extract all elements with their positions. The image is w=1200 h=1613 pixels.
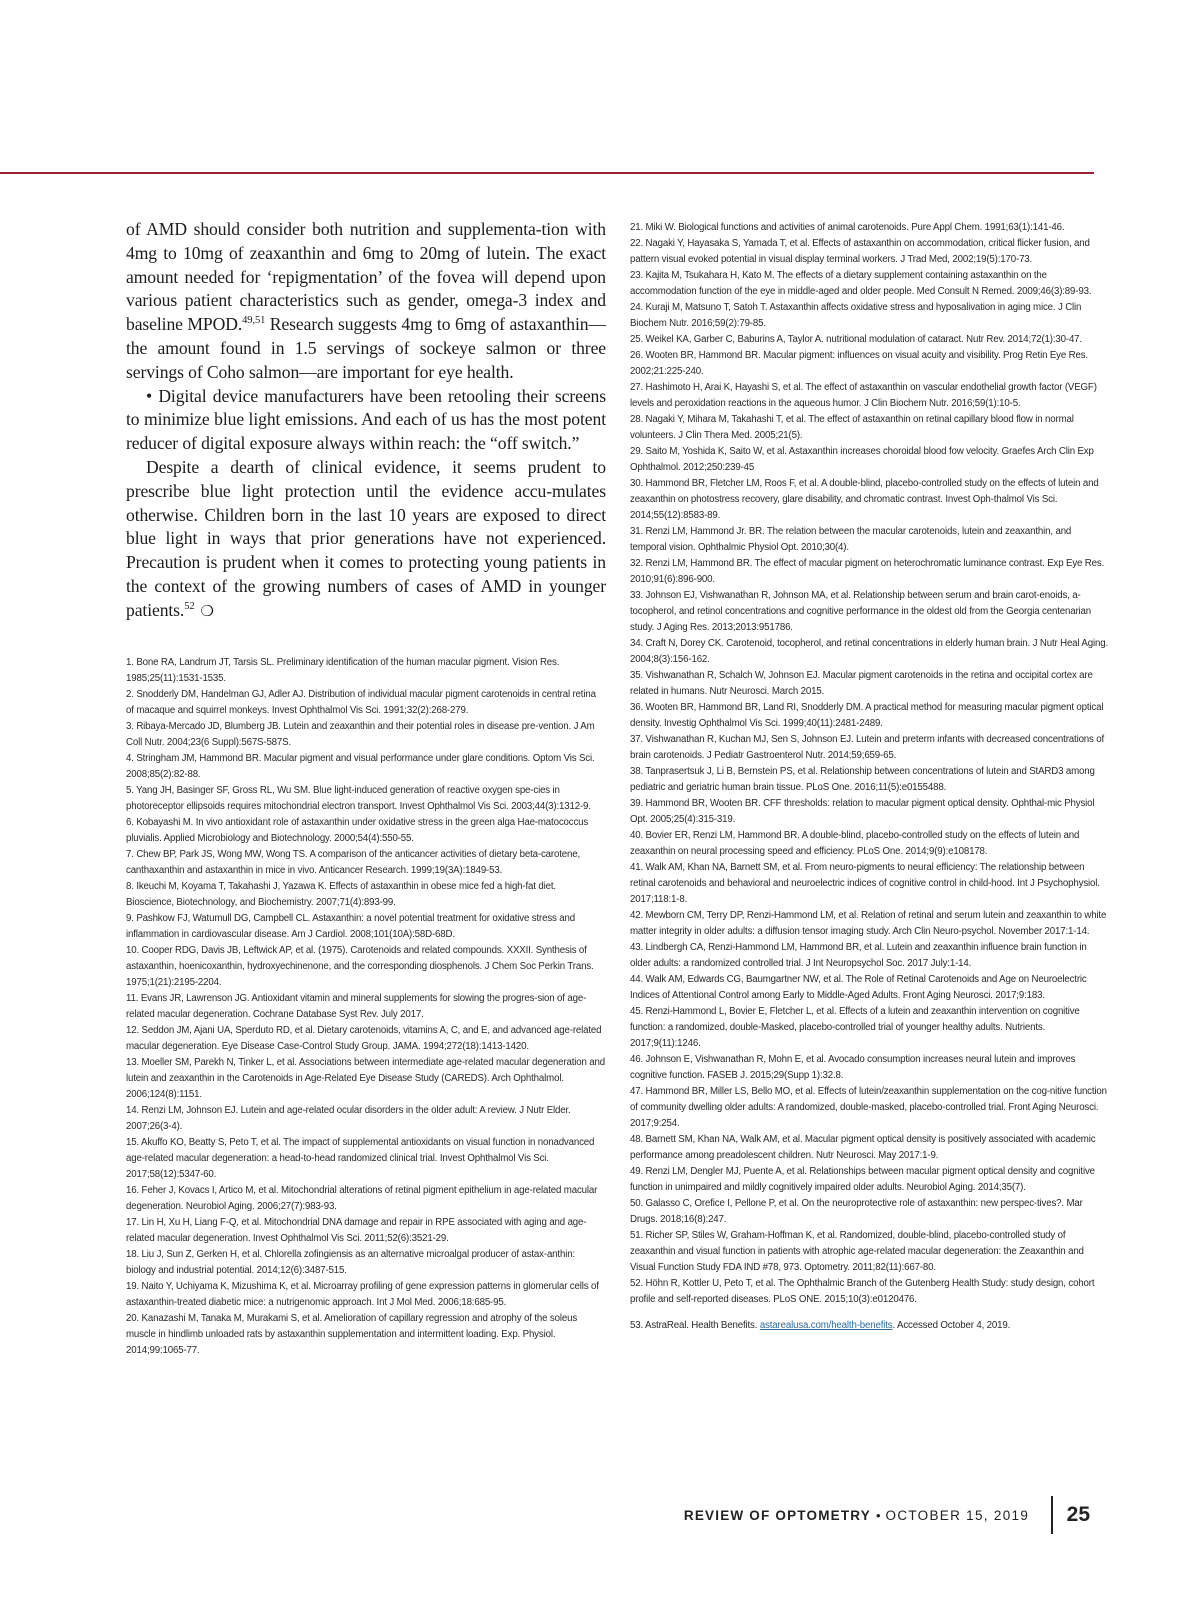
reference-item [630,1318,1108,1334]
reference-item: 12. Seddon JM, Ajani UA, Sperduto RD, et al. Dietary carotenoids, vitamins A, C, and E, and advanced age-related macular degeneration. Eye Disease Case-Control Study Group. JAMA. 1994;272(18):1413-1420. [126,1024,602,1052]
reference-item: 23. Kajita M, Tsukahara H, Kato M. The effects of a dietary supplement containing astaxanthin on the accommodation function of the eye in middle-aged and older people. Med Consult N Remed. 2009;46(3):89-93. [630,270,1092,297]
reference-item: 7. Chew BP, Park JS, Wong MW, Wong TS. A comparison of the anticancer activities of dietary beta-carotene, canthaxanthin and astaxanthin in mice in vivo. Anticancer Research. 1999;19(3A):1849-53. [126,848,580,876]
paragraph-text: Research suggests 4mg to 6mg of astaxanthin—the amount found in 1.5 servings of sockeye salmon or three servings of Coho salmon—are important for eye health. [126,314,606,382]
references-list-right [630,220,1108,1308]
reference-item: 30. Hammond BR, Fletcher LM, Roos F, et al. A double-blind, placebo-controlled study on the effects of lutein and zeaxanthin on photostress recovery, glare disability, and chromatic contrast. Invest Oph-thalmol Vis Sci. 2014;55(12):8583-89. [630,478,1099,521]
reference-item: 5. Yang JH, Basinger SF, Gross RL, Wu SM. Blue light-induced generation of reactive oxygen spe-cies in photoreceptor ellipsoids requires mitochondrial electron transport. Invest Ophthalmol Vis Sci. 2003;44(3):1312-9. [126,784,591,812]
reference-item: 8. Ikeuchi M, Koyama T, Takahashi J, Yazawa K. Effects of astaxanthin in obese mice fed a high-fat diet. Bioscience, Biotechnology, and Biochemistry. 2007;71(4):893-99. [126,880,556,908]
page-footer [684,1500,1090,1530]
reference-item: 6. Kobayashi M. In vivo antioxidant role of astaxanthin under oxidative stress in the green alga Hae-matococcus pluvialis. Applied Microbiology and Biotechnology. 2000;54(4):550-55. [126,816,589,844]
paragraph-text: Despite a dearth of clinical evidence, it seems prudent to prescribe blue light protection until the evidence accu-mulates otherwise. Children born in the last 10 years are exposed to direct blue light in ways that prior generations have not experienced. Precaution is prudent when it comes to protecting young patients in the context of the growing numbers of cases of AMD in younger patients. [126,456,606,620]
reference-item: 29. Saito M, Yoshida K, Saito W, et al. Astaxanthin increases choroidal blood fow velocity. Graefes Arch Clin Exp Ophthalmol. 2012;250:239-45 [630,446,1094,473]
reference-item: 17. Lin H, Xu H, Liang F-Q, et al. Mitochondrial DNA damage and repair in RPE associated with aging and age-related macular degeneration. Invest Ophthalmol Vis Sci. 2011;52(6):3521-29. [126,1216,587,1244]
reference-item: 26. Wooten BR, Hammond BR. Macular pigment: influences on visual acuity and visibility. Prog Retin Eye Res. 2002;21:225-240. [630,350,1088,377]
reference-item: 52. Höhn R, Kottler U, Peto T, et al. The Ophthalmic Branch of the Gutenberg Health Study: study design, cohort profile and self-reported diseases. PLoS ONE. 2015;10(3):e0120476. [630,1278,1095,1305]
reference-item: 39. Hammond BR, Wooten BR. CFF thresholds: relation to macular pigment optical density. Ophthal-mic Physiol Opt. 2005;25(4):315-319. [630,798,1095,825]
reference-item: 9. Pashkow FJ, Watumull DG, Campbell CL. Astaxanthin: a novel potential treatment for oxidative stress and inflammation in cardiovascular disease. Am J Cardiol. 2008;101(10A):58D-68D. [126,912,575,940]
reference-item: 22. Nagaki Y, Hayasaka S, Yamada T, et al. Effects of astaxanthin on accommodation, critical flicker fusion, and pattern visual evoked potential in visual display terminal workers. J Trad Med, 2002;19(5):170-73. [630,238,1090,265]
reference-item: 47. Hammond BR, Miller LS, Bello MO, et al. Effects of lutein/zeaxanthin supplementation on the cog-nitive function of community dwelling older adults: A randomized, double-masked, placebo-controlled trial. Front Aging Neurosci. 2017;9:254. [630,1086,1107,1129]
bullet-separator: • [875,1507,881,1523]
reference-item: 13. Moeller SM, Parekh N, Tinker L, et al. Associations between intermediate age-related macular degeneration and lutein and zeaxanthin in the Carotenoids in Age-Related Eye Disease Study (CAREDS). Arch Ophthalmol. 2006;124(8):1151. [126,1056,605,1100]
reference-item: 48. Barnett SM, Khan NA, Walk AM, et al. Macular pigment optical density is positively associated with academic performance among preadolescent children. Nutr Neurosci. May 2017:1-9. [630,1134,1096,1161]
reference-item: 36. Wooten BR, Hammond BR, Land RI, Snodderly DM. A practical method for measuring macular pigment optical density. Investig Ophthalmol Vis Sci. 1999;40(11):2481-2489. [630,702,1104,729]
reference-item: 1. Bone RA, Landrum JT, Tarsis SL. Preliminary identification of the human macular pigment. Vision Res. 1985;25(11):1531-1535. [126,656,560,684]
end-mark-icon: ❍ [200,603,214,620]
reference-item: 2. Snodderly DM, Handelman GJ, Adler AJ. Distribution of individual macular pigment carotenoids in central retina of macaque and squirrel monkeys. Invest Ophthalmol Vis Sci. 1991;32(2):268-279. [126,688,596,716]
left-column [126,218,606,1359]
reference-item: 18. Liu J, Sun Z, Gerken H, et al. Chlorella zofingiensis as an alternative microalgal producer of astax-anthin: biology and industrial potential. 2014;12(6):3487-515. [126,1248,575,1276]
reference-link[interactable]: astarealusa.com/health-benefits [759,1319,893,1331]
journal-name: REVIEW OF OPTOMETRY [683,1507,871,1523]
reference-item: 4. Stringham JM, Hammond BR. Macular pigment and visual performance under glare conditions. Optom Vis Sci. 2008;85(2):82-88. [126,752,595,780]
paragraph-text: of AMD should consider both nutrition and supplementa-tion with 4mg to 10mg of zeaxanthin and 6mg to 20mg of lutein. The exact amount needed for ‘repigmentation’ of the fovea will depend upon various patient characteristics such as gender, omega-3 index and baseline MPOD. [126,219,606,335]
reference-item: 46. Johnson E, Vishwanathan R, Mohn E, et al. Avocado consumption increases neural lutein and improves cognitive function. FASEB J. 2015;29(Supp 1):32.8. [630,1054,1076,1081]
reference-item: 25. Weikel KA, Garber C, Baburins A, Taylor A. nutritional modulation of cataract. Nutr Rev. 2014;72(1):30-47. [630,334,1082,345]
reference-item: 38. Tanprasertsuk J, Li B, Bernstein PS, et al. Relationship between concentrations of lutein and StARD3 among pediatric and geriatric human brain tissue. PLoS One. 2016;11(5):e0155488. [630,766,1095,793]
footer-divider [1051,1496,1053,1534]
body-paragraph-2: • Digital device manufacturers have been retooling their screens to minimize blue light emissions. And each of us has the most potent reducer of digital exposure always within reach: the “off switch.” [126,385,606,454]
reference-item: 41. Walk AM, Khan NA, Barnett SM, et al. From neuro-pigments to neural efficiency: The relationship between retinal carotenoids and behavioral and neuroelectric indices of cognitive control in child-hood. Int J Psychophysiol. 2017;118:1-8. [630,862,1100,905]
reference-item: 33. Johnson EJ, Vishwanathan R, Johnson MA, et al. Relationship between serum and brain carot-enoids, a-tocopherol, and retinol concentrations and cognitive performance in the oldest old from the Georgia centenarian study. J Aging Res. 2013;2013:951786. [630,590,1092,633]
reference-item: 37. Vishwanathan R, Kuchan MJ, Sen S, Johnson EJ. Lutein and preterm infants with decreased concentrations of brain carotenoids. J Pediatr Gastroenterol Nutr. 2014;59;659-65. [630,734,1105,761]
reference-item: 15. Akuffo KO, Beatty S, Peto T, et al. The impact of supplemental antioxidants on visual function in nonadvanced age-related macular degeneration: a head-to-head randomized clinical trial. Invest Ophthalmol Vis Sci. 2017;58(12):5347-60. [126,1136,595,1180]
reference-item: 21. Miki W. Biological functions and activities of animal carotenoids. Pure Appl Chem. 1991;63(1):141-46. [630,222,1065,233]
reference-item: 42. Mewborn CM, Terry DP, Renzi-Hammond LM, et al. Relation of retinal and serum lutein and zeaxanthin to white matter integrity in older adults: a diffusion tensor imaging study. Arch Clin Neuro-psychol. November 2017:1-14. [630,910,1107,937]
citation-superscript: 49,51 [242,315,266,327]
reference-item: 43. Lindbergh CA, Renzi-Hammond LM, Hammond BR, et al. Lutein and zeaxanthin influence brain function in older adults: a randomized controlled trial. J Int Neuropsychol Soc. 2017 July:1-14. [630,942,1087,969]
reference-item: 14. Renzi LM, Johnson EJ. Lutein and age-related ocular disorders in the older adult: A review. J Nutr Elder. 2007;26(3-4). [126,1104,571,1132]
reference-text: 53. AstraReal. Health Benefits. [630,1319,760,1331]
reference-item: 28. Nagaki Y, Mihara M, Takahashi T, et al. The effect of astaxanthin on retinal capillary blood flow in normal volunteers. J Clin Thera Med. 2005;21(5). [630,414,1074,441]
reference-item: 19. Naito Y, Uchiyama K, Mizushima K, et al. Microarray profiling of gene expression patterns in glomerular cells of astaxanthin-treated diabetic mice: a nutrigenomic approach. Int J Mol Med. 2006;18:685-95. [126,1280,599,1308]
reference-item: 31. Renzi LM, Hammond Jr. BR. The relation between the macular carotenoids, lutein and zeaxanthin, and temporal vision. Ophthalmic Physiol Opt. 2010;30(4). [630,526,1072,553]
reference-item: 44. Walk AM, Edwards CG, Baumgartner NW, et al. The Role of Retinal Carotenoids and Age on Neuroelectric Indices of Attentional Control among Early to Middle-Aged Adults. Front Aging Neurosci. 2017;9:183. [630,974,1087,1001]
citation-superscript: 52 [184,600,195,612]
header-rule [0,172,1094,174]
reference-item: 51. Richer SP, Stiles W, Graham-Hoffman K, et al. Randomized, double-blind, placebo-controlled study of zeaxanthin and visual function in patients with atrophic age-related macular degeneration: the Zeaxanthin and Visual Function Study FDA IND #78, 973. Optometry. 2011;82(11):667-80. [630,1230,1084,1273]
reference-item: 27. Hashimoto H, Arai K, Hayashi S, et al. The effect of astaxanthin on vascular endothelial growth factor (VEGF) levels and peroxidation reactions in the aqueous humor. J Clin Biochem Nutr. 2016;59(1):10-5. [630,382,1097,409]
body-paragraph-3 [126,456,606,625]
reference-item: 50. Galasso C, Orefice I, Pellone P, et al. On the neuroprotective role of astaxanthin: new perspec-tives?. Mar Drugs. 2018;16(8):247. [630,1198,1083,1225]
reference-item: 11. Evans JR, Lawrenson JG. Antioxidant vitamin and mineral supplements for slowing the progres-sion of age-related macular degeneration. Cochrane Database Syst Rev. July 2017. [126,992,587,1020]
reference-item: 3. Ribaya-Mercado JD, Blumberg JB. Lutein and zeaxanthin and their potential roles in disease pre-vention. J Am Coll Nutr. 2004;23(6 Suppl):567S-587S. [126,720,595,748]
reference-item: 35. Vishwanathan R, Schalch W, Johnson EJ. Macular pigment carotenoids in the retina and occipital cortex are related in humans. Nutr Neurosci. March 2015. [630,670,1093,697]
reference-item: 34. Craft N, Dorey CK. Carotenoid, tocopherol, and retinal concentrations in elderly human brain. J Nutr Heal Aging. 2004;8(3):156-162. [630,638,1108,665]
page-number: 25 [1066,1503,1090,1526]
reference-item: 40. Bovier ER, Renzi LM, Hammond BR. A double-blind, placebo-controlled study on the effects of lutein and zeaxanthin on neural processing speed and efficiency. PLoS One. 2014;9(9):e108178. [630,830,1080,857]
reference-item: 10. Cooper RDG, Davis JB, Leftwick AP, et al. (1975). Carotenoids and related compounds. XXXII. Synthesis of astaxanthin, hoenicoxanthin, hydroxyechinenone, and the corresponding diosphenols. J Chem Soc Perkin Trans. 1975;1(21):2195-2204. [126,944,594,988]
right-column [630,220,1108,1343]
reference-item: 16. Feher J, Kovacs I, Artico M, et al. Mitochondrial alterations of retinal pigment epithelium in age-related macular degeneration. Neurobiol Aging. 2006;27(7):983-93. [126,1184,598,1212]
reference-item: 32. Renzi LM, Hammond BR. The effect of macular pigment on heterochromatic luminance contrast. Exp Eye Res. 2010;91(6):896-900. [630,558,1105,585]
reference-text: . Accessed October 4, 2019. [892,1319,1011,1331]
reference-item: 20. Kanazashi M, Tanaka M, Murakami S, et al. Amelioration of capillary regression and atrophy of the soleus muscle in hindlimb unloaded rats by astaxanthin supplementation and intermittent loading. Exp. Physiol. 2014;99:1065-77. [126,1312,578,1356]
issue-date: OCTOBER 15, 2019 [885,1507,1030,1523]
reference-item: 45. Renzi-Hammond L, Bovier E, Fletcher L, et al. Effects of a lutein and zeaxanthin intervention on cognitive function: a randomized, double-Masked, placebo-controlled trial of younger healthy adults. Nutrients. 2017;9(11):1246. [630,1006,1080,1049]
reference-item: 49. Renzi LM, Dengler MJ, Puente A, et al. Relationships between macular pigment optical density and cognitive function in unimpaired and mildly cognitively impaired older adults. Neurobiol Aging. 2014;35(7). [630,1166,1095,1193]
references-list-left [126,655,606,1359]
body-paragraph-1 [126,218,606,385]
reference-item: 24. Kuraji M, Matsuno T, Satoh T. Astaxanthin affects oxidative stress and hyposalivation in aging mice. J Clin Biochem Nutr. 2016;59(2):79-85. [630,302,1082,329]
